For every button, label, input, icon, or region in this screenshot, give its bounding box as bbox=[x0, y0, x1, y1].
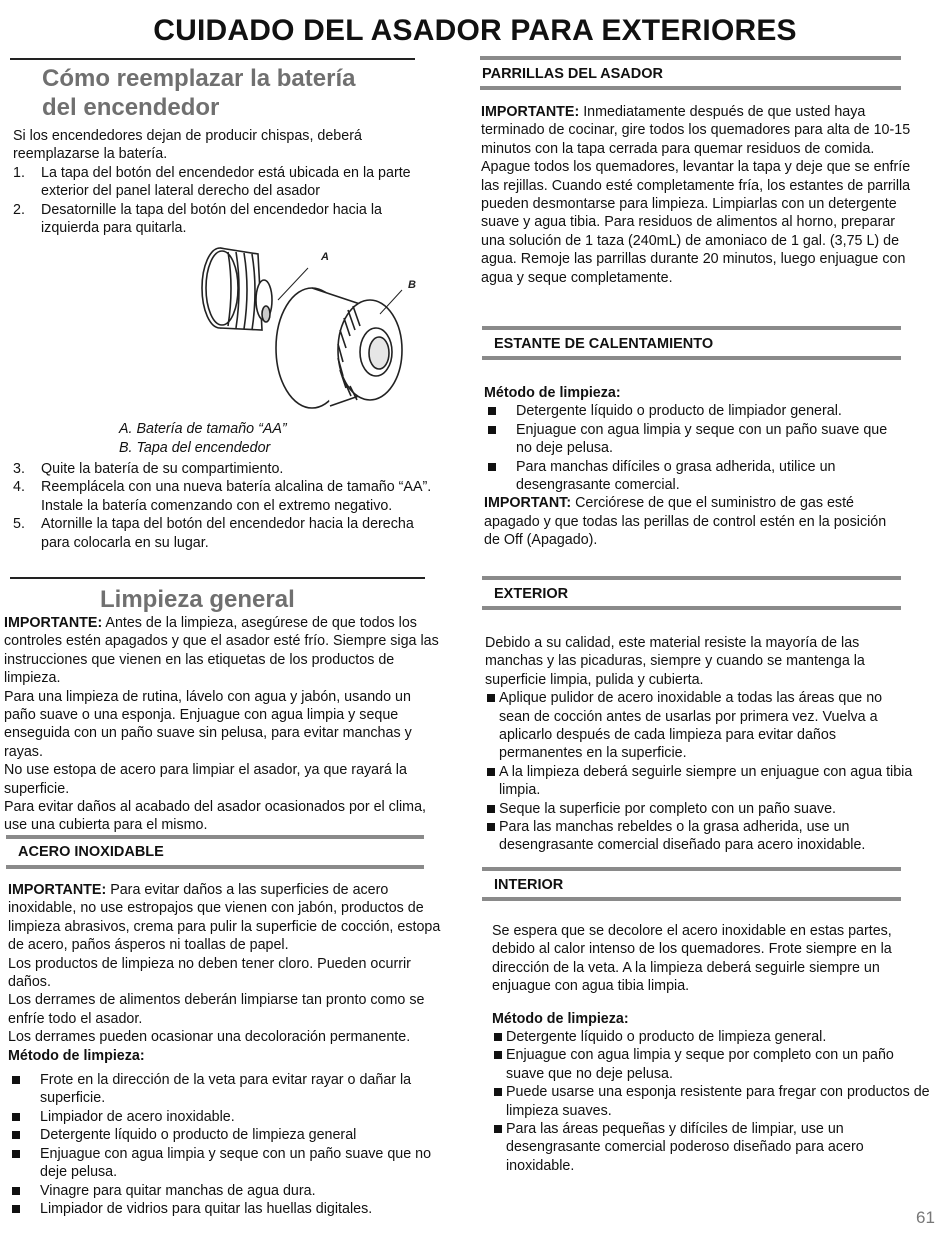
important-label: IMPORTANTE: bbox=[8, 882, 107, 898]
important-text: Cerciórese de que el suministro de gas esté apagado y que todas las perillas de control estén en la posición de Off (Apagado). bbox=[484, 495, 887, 549]
stainless-important bbox=[8, 881, 456, 955]
bullet-square-icon bbox=[488, 463, 496, 471]
list-item bbox=[485, 818, 915, 855]
method-label: Método de limpieza: bbox=[484, 385, 621, 401]
grates-body bbox=[481, 103, 921, 287]
exterior-p1: Debido a su calidad, este material resiste la mayoría de las manchas y las picaduras, siempre y cuando se mantenga la superficie limpia, pulida y cubierta. bbox=[485, 635, 865, 688]
list-item bbox=[8, 1071, 456, 1108]
stainless-p2: Los productos de limpieza no deben tener cloro. Pueden ocurrir daños. bbox=[8, 955, 411, 991]
item-text: Detergente líquido o producto de limpieza general bbox=[40, 1127, 357, 1144]
interior-method bbox=[492, 1010, 932, 1028]
important-text: Para evitar daños a las superficies de acero inoxidable, no use estropajos que vienen con jabón, productos de limpieza abrasivos, crema para pulir la superficie de cocción, estopa de acero, paños ásperos ni toallas de papel. bbox=[8, 882, 441, 954]
label-b: B bbox=[408, 279, 416, 291]
list-item bbox=[492, 1120, 932, 1175]
bullet-square-icon bbox=[488, 426, 496, 434]
list-item bbox=[8, 1145, 456, 1182]
label-a: A bbox=[321, 251, 329, 263]
item-text: Limpiador de vidrios para quitar las huellas digitales. bbox=[40, 1200, 373, 1217]
step-text: La tapa del botón del encendedor está ubicada en la parte exterior del panel lateral derecho del asador bbox=[41, 164, 411, 200]
battery-steps-bottom bbox=[13, 460, 433, 552]
battery-steps-top bbox=[13, 127, 438, 237]
section-rule bbox=[482, 356, 901, 360]
warming-important bbox=[484, 494, 904, 549]
igniter-illustration bbox=[180, 240, 440, 430]
item-text: Vinagre para quitar manchas de agua dura. bbox=[40, 1182, 316, 1199]
warming-heading: ESTANTE DE CALENTAMIENTO bbox=[494, 336, 714, 352]
list-item bbox=[484, 458, 904, 495]
list-item bbox=[492, 1046, 932, 1083]
item-text: Detergente líquido o producto de limpieza general. bbox=[506, 1029, 827, 1046]
stainless-p4: Los derrames pueden ocasionar una decoloración permanente. bbox=[8, 1029, 411, 1046]
step-number: 4. bbox=[13, 479, 25, 496]
item-text: Para manchas difíciles o grasa adherida, utilice un desengrasante comercial. bbox=[516, 458, 836, 494]
interior-p1: Se espera que se decolore el acero inoxidable en estas partes, debido al calor intenso de los quemadores. Frote siempre en la dirección de la veta. A la limpieza deberá seguirle siempre un enjuague con agua tibia limpia. bbox=[492, 923, 892, 995]
battery-heading-line1: Cómo reemplazar la batería bbox=[42, 65, 356, 92]
page-number: 61 bbox=[916, 1208, 935, 1227]
step-text: Reemplácela con una nueva batería alcalina de tamaño “AA”. Instale la batería comenzando con el extremo negativo. bbox=[41, 479, 432, 514]
step-number: 3. bbox=[13, 461, 25, 477]
important-text: Inmediatamente después de que usted haya terminado de cocinar, gire todos los quemadores para alta de 10-15 minutos con la tapa cerrada para quemar residuos de comida. Apague todos los quemadores, levantar la tapa y deje que se enfríe las rejillas. Cuando esté completamente fría, los estantes de parrilla pueden desmontarse para limpieza. Limpiarlas con un detergente suave y agua tibia. Para residuos de alimentos al horno, preparar una solución de 1 taza (240mL) de amoniaco de 1 gal. (3,75 L) de agua. Remoje las parrillas durante 20 minutos, luego enjuague con agua y seque completamente. bbox=[481, 104, 911, 286]
item-text: Limpiador de acero inoxidable. bbox=[40, 1108, 235, 1125]
general-heading: Limpieza general bbox=[100, 586, 295, 613]
general-p2: Para una limpieza de rutina, lávelo con agua y jabón, usando un paño suave o una esponja. Enjuague con agua limpia y seque enseguida con un paño suave sin pelusa, para evitar manchas y rayas. bbox=[4, 688, 412, 760]
list-item bbox=[484, 421, 904, 458]
item-text: Para las áreas pequeñas y difíciles de limpiar, use un desengrasante comercial poderoso diseñado para acero inoxidable. bbox=[506, 1121, 864, 1174]
section-rule bbox=[482, 326, 901, 330]
important-text: Antes de la limpieza, asegúrese de que todos los controles estén apagados y que el asador esté frío. Siempre siga las instrucciones que vienen en las etiquetas de los productos de limpieza. bbox=[4, 615, 439, 687]
item-text: Aplique pulidor de acero inoxidable a todas las áreas que no sean de cocción antes de usarlas por primera vez. Vuelva a aplicarlo después de cada limpieza para evitar daños permanentes en la superficie. bbox=[499, 690, 883, 762]
bullet-square-icon bbox=[488, 407, 496, 415]
step-text: Quite la batería de su compartimiento. bbox=[41, 461, 284, 477]
battery-heading bbox=[42, 64, 355, 122]
caption-b: B. Tapa del encendedor bbox=[119, 440, 271, 456]
section-rule bbox=[482, 867, 901, 871]
list-item bbox=[485, 800, 915, 818]
bullet-square-icon bbox=[494, 1051, 502, 1059]
bullet-square-icon bbox=[487, 805, 495, 813]
section-rule bbox=[482, 897, 901, 901]
battery-intro: Si los encendedores dejan de producir chispas, deberá reemplazarse la batería. bbox=[13, 128, 362, 163]
item-text: Enjuague con agua limpia y seque por completo con un paño suave que no deje pelusa. bbox=[506, 1047, 894, 1082]
stainless-body bbox=[8, 881, 456, 1218]
general-body bbox=[4, 614, 444, 835]
important-label: IMPORTANTE: bbox=[481, 104, 580, 120]
grates-heading: PARRILLAS DEL ASADOR bbox=[482, 66, 663, 82]
exterior-heading: EXTERIOR bbox=[494, 586, 569, 602]
list-item bbox=[492, 1028, 932, 1046]
bullet-square-icon bbox=[494, 1088, 502, 1096]
bullet-square-icon bbox=[12, 1113, 20, 1121]
warming-method bbox=[484, 384, 904, 402]
list-item bbox=[8, 1200, 456, 1218]
list-item bbox=[13, 478, 433, 515]
step-number: 5. bbox=[13, 516, 25, 533]
stainless-method bbox=[8, 1047, 456, 1065]
list-item bbox=[492, 1083, 932, 1120]
list-item bbox=[485, 763, 915, 800]
exterior-body bbox=[485, 634, 915, 855]
section-rule bbox=[10, 58, 415, 60]
item-text: Seque la superficie por completo con un paño suave. bbox=[499, 800, 836, 817]
bullet-square-icon bbox=[487, 694, 495, 702]
bullet-square-icon bbox=[12, 1150, 20, 1158]
step-number: 2. bbox=[13, 201, 25, 218]
interior-body bbox=[492, 922, 932, 1175]
list-item bbox=[8, 1108, 456, 1126]
item-text: Detergente líquido o producto de limpiador general. bbox=[516, 403, 842, 420]
general-p3: No use estopa de acero para limpiar el asador, ya que rayará la superficie. bbox=[4, 762, 407, 797]
list-item bbox=[13, 460, 433, 478]
section-rule bbox=[480, 56, 901, 60]
stainless-heading: ACERO INOXIDABLE bbox=[18, 844, 164, 860]
list-item bbox=[8, 1126, 456, 1144]
item-text: Para las manchas rebeldes o la grasa adherida, use un desengrasante comercial diseñado para acero inoxidable. bbox=[499, 819, 866, 854]
general-important bbox=[4, 614, 444, 688]
list-item bbox=[485, 689, 915, 763]
list-item bbox=[13, 201, 438, 238]
step-text: Desatornille la tapa del botón del encendedor hacia la izquierda para quitarla. bbox=[41, 201, 382, 237]
item-text: Puede usarse una esponja resistente para fregar con productos de limpieza suaves. bbox=[506, 1084, 930, 1119]
general-p4: Para evitar daños al acabado del asador ocasionados por el clima, use una cubierta para el mismo. bbox=[4, 799, 427, 834]
item-text: A la limpieza deberá seguirle siempre un enjuague con agua tibia limpia. bbox=[499, 763, 913, 799]
bullet-square-icon bbox=[487, 823, 495, 831]
important-label: IMPORTANT: bbox=[484, 495, 572, 512]
method-label: Método de limpieza: bbox=[8, 1047, 145, 1064]
grates-important bbox=[481, 103, 921, 287]
important-label: IMPORTANTE: bbox=[4, 615, 103, 631]
bullet-square-icon bbox=[12, 1076, 20, 1084]
list-item bbox=[13, 515, 433, 552]
step-text: Atornille la tapa del botón del encendedor hacia la derecha para colocarla en su lugar. bbox=[41, 516, 414, 551]
step-number: 1. bbox=[13, 164, 25, 181]
list-item bbox=[13, 164, 438, 201]
list-item bbox=[484, 402, 904, 420]
item-text: Frote en la dirección de la veta para evitar rayar o dañar la superficie. bbox=[40, 1072, 412, 1107]
item-text: Enjuague con agua limpia y seque con un paño suave que no deje pelusa. bbox=[516, 421, 888, 457]
section-rule bbox=[482, 606, 901, 610]
bullet-square-icon bbox=[12, 1205, 20, 1213]
page-title: CUIDADO DEL ASADOR PARA EXTERIORES bbox=[153, 14, 797, 47]
interior-heading: INTERIOR bbox=[494, 877, 564, 893]
bullet-square-icon bbox=[494, 1033, 502, 1041]
figure-caption bbox=[119, 420, 287, 458]
battery-heading-line2: del encendedor bbox=[42, 94, 220, 121]
section-rule bbox=[480, 86, 901, 90]
bullet-square-icon bbox=[12, 1131, 20, 1139]
item-text: Enjuague con agua limpia y seque con un paño suave que no deje pelusa. bbox=[40, 1145, 432, 1181]
stainless-p3: Los derrames de alimentos deberán limpiarse tan pronto como se enfríe todo el asador. bbox=[8, 992, 425, 1027]
bullet-square-icon bbox=[487, 768, 495, 776]
list-item bbox=[8, 1182, 456, 1200]
bullet-square-icon bbox=[12, 1187, 20, 1195]
method-label: Método de limpieza: bbox=[492, 1010, 629, 1027]
section-rule bbox=[6, 865, 424, 869]
bullet-square-icon bbox=[494, 1125, 502, 1133]
section-rule bbox=[6, 835, 424, 839]
warming-body bbox=[484, 384, 904, 550]
section-rule bbox=[482, 576, 901, 580]
caption-a: A. Batería de tamaño “AA” bbox=[119, 421, 287, 437]
section-rule bbox=[10, 577, 425, 579]
